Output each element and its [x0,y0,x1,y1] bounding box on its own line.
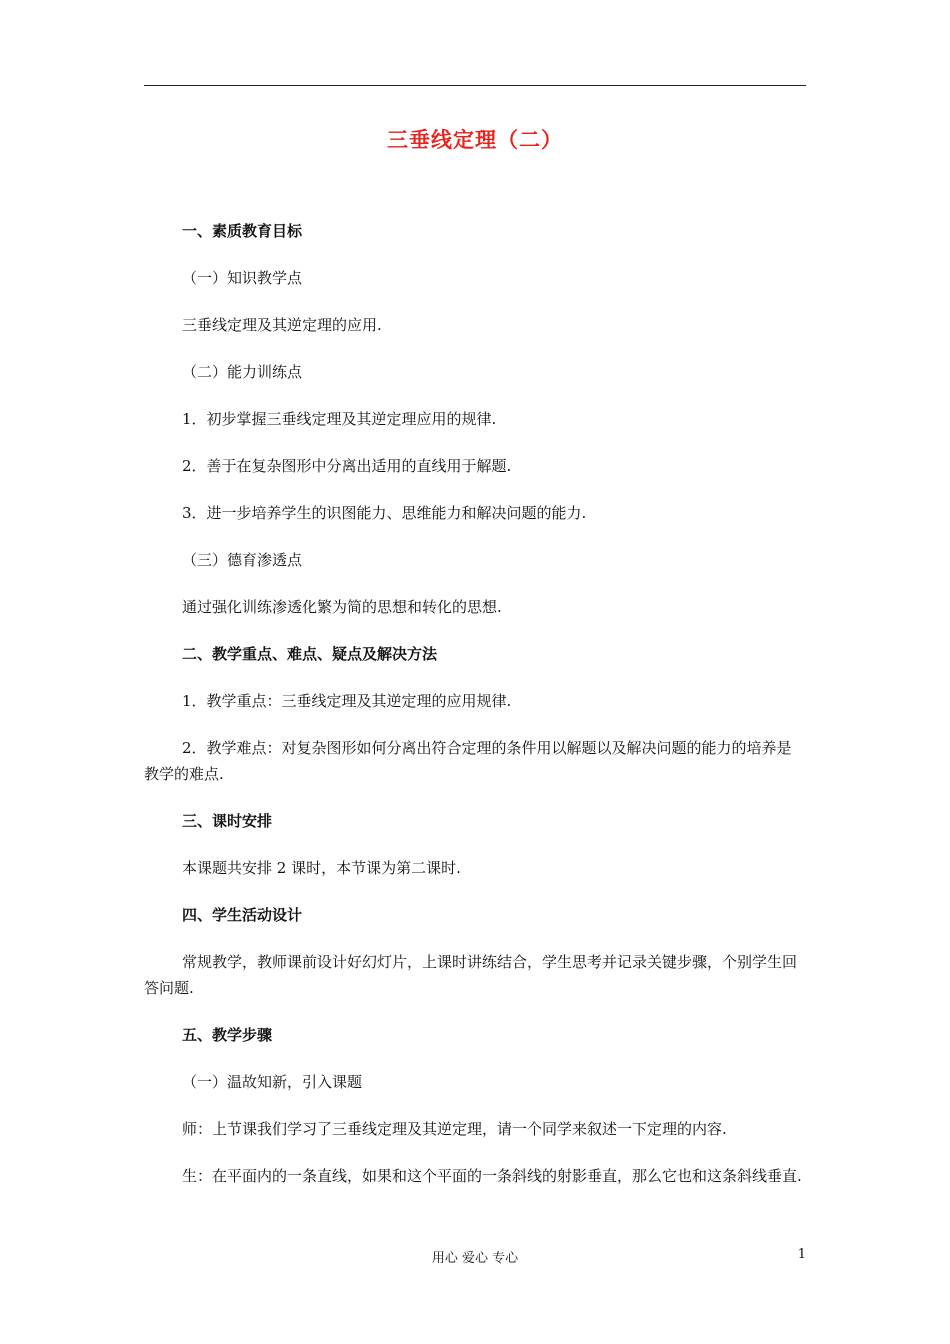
section-heading: 五、教学步骤 [182,1026,273,1044]
paragraph: （二）能力训练点 [182,363,303,381]
paragraph: 常规教学，教师课前设计好幻灯片，上课时讲练结合，学生思考并记录关键步骤，个别学生回答问题. [144,953,798,997]
paragraph: 三垂线定理及其逆定理的应用. [182,316,382,334]
paragraph: 3．进一步培养学生的识图能力、思维能力和解决问题的能力. [182,504,587,522]
paragraph: （一）温故知新，引入课题 [182,1073,363,1091]
paragraph: 1．初步掌握三垂线定理及其逆定理应用的规律. [182,410,497,428]
paragraph: 师：上节课我们学习了三垂线定理及其逆定理，请一个同学来叙述一下定理的内容. [182,1120,727,1138]
section-heading: 二、教学重点、难点、疑点及解决方法 [182,645,438,663]
header-rule [144,85,806,86]
document-title: 三垂线定理（二） [387,127,563,152]
page-number: 1 [797,1247,806,1262]
paragraph: 生：在平面内的一条直线，如果和这个平面的一条斜线的射影垂直，那么它也和这条斜线垂直. [182,1167,802,1185]
page-footer: 用心 爱心 专心 [431,1251,519,1266]
document-body [144,218,806,1210]
paragraph: 2．教学难点：对复杂图形如何分离出符合定理的条件用以解题以及解决问题的能力的培养是教学的难点. [144,739,792,783]
section-heading: 三、课时安排 [182,812,273,830]
paragraph: （一）知识教学点 [182,269,303,287]
section-heading: 一、素质教育目标 [182,222,303,240]
paragraph: 2．善于在复杂图形中分离出适用的直线用于解题. [182,457,512,475]
paragraph: 通过强化训练渗透化繁为简的思想和转化的思想. [182,598,502,616]
section-heading: 四、学生活动设计 [182,906,303,924]
paragraph: 本课题共安排 2 课时，本节课为第二课时. [182,859,461,877]
paragraph: 1．教学重点：三垂线定理及其逆定理的应用规律. [182,692,512,710]
paragraph: （三）德育渗透点 [182,551,303,569]
